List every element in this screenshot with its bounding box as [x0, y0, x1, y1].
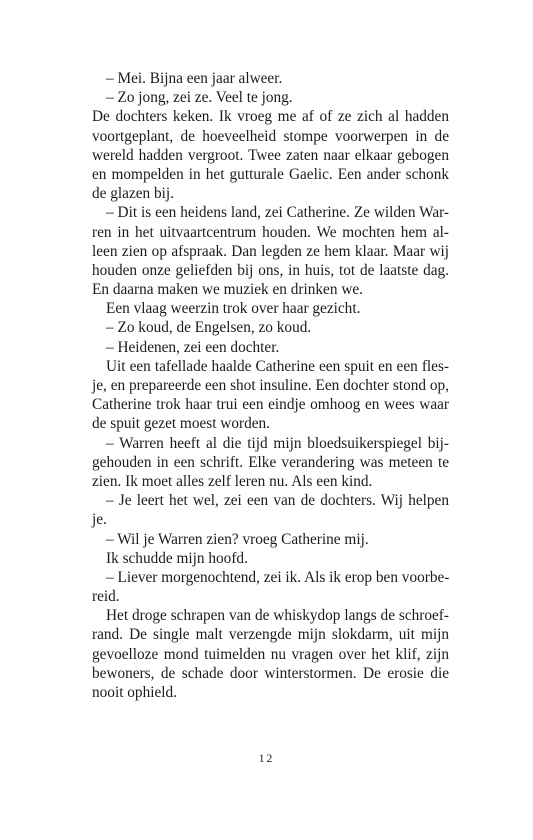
text-line: je, en prepareerde een shot insuline. Een dochter stond op, — [92, 377, 449, 394]
text-line: – Dit is een heidens land, zei Catherine. Ze wilden War- — [106, 204, 449, 222]
text-line: – Wil je Warren zien? vroeg Catherine mij. — [106, 530, 369, 548]
text-line: gehouden in een schrift. Elke verandering was meteen te — [92, 453, 449, 471]
text-line: bewoners, de schade door winterstormen. De erosie die — [92, 664, 449, 682]
text-line: wereld hadden vergroot. Twee zaten naar elkaar gebogen — [92, 146, 449, 164]
text-line: leen zien op afspraak. Dan legden ze hem klaar. Maar wij — [92, 242, 449, 260]
text-line: Ik schudde mijn hoofd. — [106, 549, 248, 567]
text-line: De dochters keken. Ik vroeg me af of ze zich al hadden — [92, 108, 449, 126]
text-line: Catherine trok haar trui een eindje omhoog en wees waar — [92, 396, 449, 414]
text-line: ren in het uitvaartcentrum houden. We mochten hem al- — [92, 223, 449, 241]
text-line: En daarna maken we muziek en drinken we. — [92, 281, 363, 299]
text-line: nooit ophield. — [92, 684, 177, 701]
text-line: Uit een tafellade haalde Catherine een spuit en een fles- — [106, 357, 449, 375]
text-line: zien. Ik moet alles zelf leren nu. Als een kind. — [92, 472, 373, 490]
text-line: Een vlaag weerzin trok over haar gezicht. — [106, 300, 361, 318]
text-line: en mompelden in het gutturale Gaelic. Een ander schonk — [92, 165, 449, 183]
text-line: Het droge schrapen van de whiskydop langs de schroef- — [106, 607, 449, 625]
text-line: gevoelloze mond tuimelden nu vragen over het klif, zijn — [92, 645, 449, 663]
body-text — [92, 69, 449, 702]
page-number: 12 — [258, 753, 275, 765]
text-line: voortgeplant, de hoeveelheid stompe voorwerpen in de — [92, 127, 449, 145]
text-line: houden onze geliefden bij ons, in huis, tot de laatste dag. — [92, 261, 449, 279]
text-line: reid. — [92, 588, 120, 606]
text-line: je. — [92, 511, 107, 529]
text-line: – Liever morgenochtend, zei ik. Als ik erop ben voorbe- — [106, 568, 450, 586]
text-line: – Zo koud, de Engelsen, zo koud. — [106, 319, 312, 337]
text-line: de glazen bij. — [92, 185, 174, 203]
text-line: – Warren heeft al die tijd mijn bloedsuikerspiegel bij- — [106, 434, 449, 452]
text-line: – Zo jong, zei ze. Veel te jong. — [106, 89, 293, 107]
text-line: rand. De single malt verzengde mijn slokdarm, uit mijn — [92, 626, 449, 644]
text-line: – Je leert het wel, zei een van de dochters. Wij helpen — [106, 492, 449, 510]
text-line: de spuit gezet moest worden. — [92, 415, 270, 433]
text-line: – Mei. Bijna een jaar alweer. — [106, 70, 283, 87]
text-line: – Heidenen, zei een dochter. — [106, 338, 280, 356]
